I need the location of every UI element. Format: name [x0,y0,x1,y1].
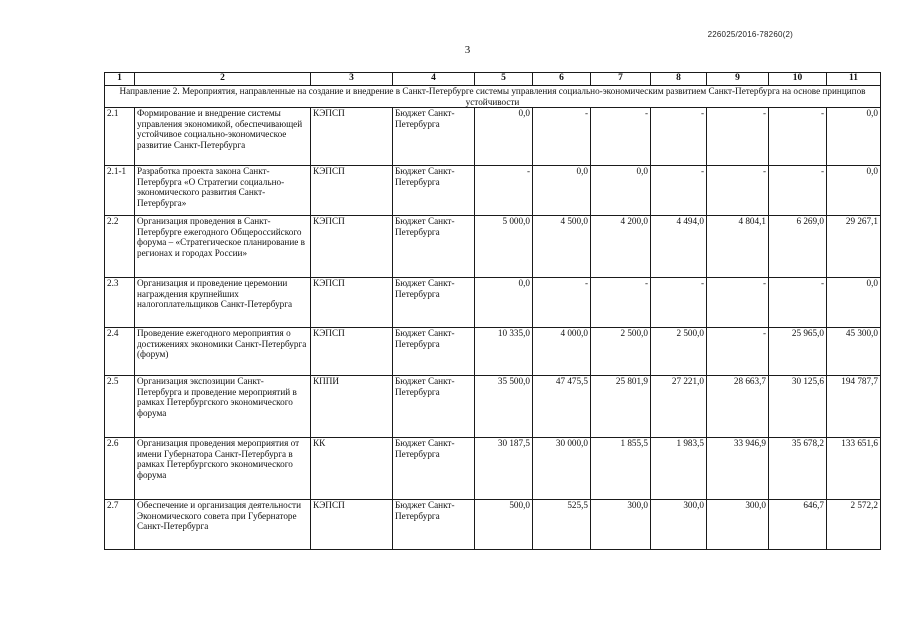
amount-cell: 2 500,0 [651,328,707,376]
amount-cell: 0,0 [533,166,591,216]
amount-cell: 5 000,0 [475,216,533,278]
amount-cell: 30 000,0 [533,438,591,500]
amount-cell: 300,0 [591,500,651,550]
amount-cell: 45 300,0 [827,328,881,376]
amount-cell: 47 475,5 [533,376,591,438]
funding-source: Бюджет Санкт-Петербурга [393,500,475,550]
executor: КЭПСП [311,216,393,278]
amount-cell: 1 855,5 [591,438,651,500]
table-row [105,438,881,500]
amount-cell: 27 221,0 [651,376,707,438]
amount-cell: 0,0 [591,166,651,216]
amount-cell: 525,5 [533,500,591,550]
column-header: 10 [769,73,827,86]
amount-cell: 0,0 [475,278,533,328]
amount-cell: - [707,108,769,166]
amount-cell: 35 678,2 [769,438,827,500]
row-number: 2.6 [105,438,135,500]
amount-cell: - [591,108,651,166]
funding-source: Бюджет Санкт-Петербурга [393,216,475,278]
amount-cell: - [533,108,591,166]
amount-cell: 28 663,7 [707,376,769,438]
amount-cell: - [651,166,707,216]
table-row [105,376,881,438]
funding-source: Бюджет Санкт-Петербурга [393,438,475,500]
amount-cell: - [533,278,591,328]
amount-cell: 133 651,6 [827,438,881,500]
executor: КЭПСП [311,108,393,166]
column-header: 8 [651,73,707,86]
amount-cell: 0,0 [827,108,881,166]
amount-cell: 1 983,5 [651,438,707,500]
amount-cell: 300,0 [707,500,769,550]
column-header: 4 [393,73,475,86]
page-number: 3 [464,44,471,56]
table-row [105,216,881,278]
column-header: 2 [135,73,311,86]
amount-cell: - [707,166,769,216]
executor: КК [311,438,393,500]
funding-source: Бюджет Санкт-Петербурга [393,166,475,216]
amount-cell: - [769,278,827,328]
amount-cell: - [591,278,651,328]
amount-cell: 10 335,0 [475,328,533,376]
row-number: 2.1-1 [105,166,135,216]
amount-cell: 30 187,5 [475,438,533,500]
row-number: 2.7 [105,500,135,550]
amount-cell: 25 801,9 [591,376,651,438]
funding-source: Бюджет Санкт-Петербурга [393,108,475,166]
amount-cell: 29 267,1 [827,216,881,278]
amount-cell: 0,0 [827,278,881,328]
table-row [105,278,881,328]
measure-name: Разработка проекта закона Санкт-Петербурга «О Стратегии социально-экономического развития Санкт-Петербурга» [135,166,311,216]
amount-cell: 35 500,0 [475,376,533,438]
executor: КЭПСП [311,278,393,328]
row-number: 2.3 [105,278,135,328]
column-header: 5 [475,73,533,86]
amount-cell: 300,0 [651,500,707,550]
amount-cell: - [475,166,533,216]
column-header: 7 [591,73,651,86]
row-number: 2.2 [105,216,135,278]
executor: КППИ [311,376,393,438]
amount-cell: 4 200,0 [591,216,651,278]
measure-name: Организация и проведение церемонии награждения крупнейших налогоплательщиков Санкт-Петербурга [135,278,311,328]
row-number: 2.5 [105,376,135,438]
column-header: 11 [827,73,881,86]
table-row [105,328,881,376]
amount-cell: - [769,108,827,166]
amount-cell: 4 500,0 [533,216,591,278]
amount-cell: - [707,278,769,328]
amount-cell: 0,0 [827,166,881,216]
funding-source: Бюджет Санкт-Петербурга [393,376,475,438]
amount-cell: 2 572,2 [827,500,881,550]
amount-cell: 0,0 [475,108,533,166]
amount-cell: - [651,278,707,328]
amount-cell: 33 946,9 [707,438,769,500]
measure-name: Обеспечение и организация деятельности Экономического совета при Губернаторе Санкт-Петербурга [135,500,311,550]
measure-name: Организация экспозиции Санкт-Петербурга и проведение мероприятий в рамках Петербургского экономического форума [135,376,311,438]
amount-cell: - [769,166,827,216]
funding-source: Бюджет Санкт-Петербурга [393,278,475,328]
executor: КЭПСП [311,500,393,550]
amount-cell: 500,0 [475,500,533,550]
amount-cell: 646,7 [769,500,827,550]
measure-name: Организация проведения в Санкт-Петербурге ежегодного Общероссийского форума – «Стратегическое планирование в регионах и городах России» [135,216,311,278]
amount-cell: 25 965,0 [769,328,827,376]
column-header: 9 [707,73,769,86]
section-title: Направление 2. Мероприятия, направленные на создание и внедрение в Санкт-Петербурге системы управления социально-экономическим развитием Санкт-Петербурга на основе принципов устойчивости [105,86,881,108]
column-numbers-row [105,73,881,86]
executor: КЭПСП [311,166,393,216]
column-header: 1 [105,73,135,86]
column-header: 6 [533,73,591,86]
measure-name: Проведение ежегодного мероприятия о достижениях экономики Санкт-Петербурга (форум) [135,328,311,376]
amount-cell: 4 494,0 [651,216,707,278]
measures-table [104,72,881,550]
executor: КЭПСП [311,328,393,376]
amount-cell: 4 000,0 [533,328,591,376]
row-number: 2.1 [105,108,135,166]
table-row [105,108,881,166]
amount-cell: 2 500,0 [591,328,651,376]
amount-cell: 4 804,1 [707,216,769,278]
section-row [105,86,881,108]
amount-cell: - [707,328,769,376]
column-header: 3 [311,73,393,86]
table-row [105,500,881,550]
row-number: 2.4 [105,328,135,376]
amount-cell: 194 787,7 [827,376,881,438]
amount-cell: 6 269,0 [769,216,827,278]
document-id: 226025/2016-78260(2) [707,30,793,39]
funding-source: Бюджет Санкт-Петербурга [393,328,475,376]
measure-name: Организация проведения мероприятия от имени Губернатора Санкт-Петербурга в рамках Петербургского экономического форума [135,438,311,500]
measure-name: Формирование и внедрение системы управления экономикой, обеспечивающей устойчивое социально-экономическое развитие Санкт-Петербурга [135,108,311,166]
amount-cell: 30 125,6 [769,376,827,438]
table-row [105,166,881,216]
amount-cell: - [651,108,707,166]
